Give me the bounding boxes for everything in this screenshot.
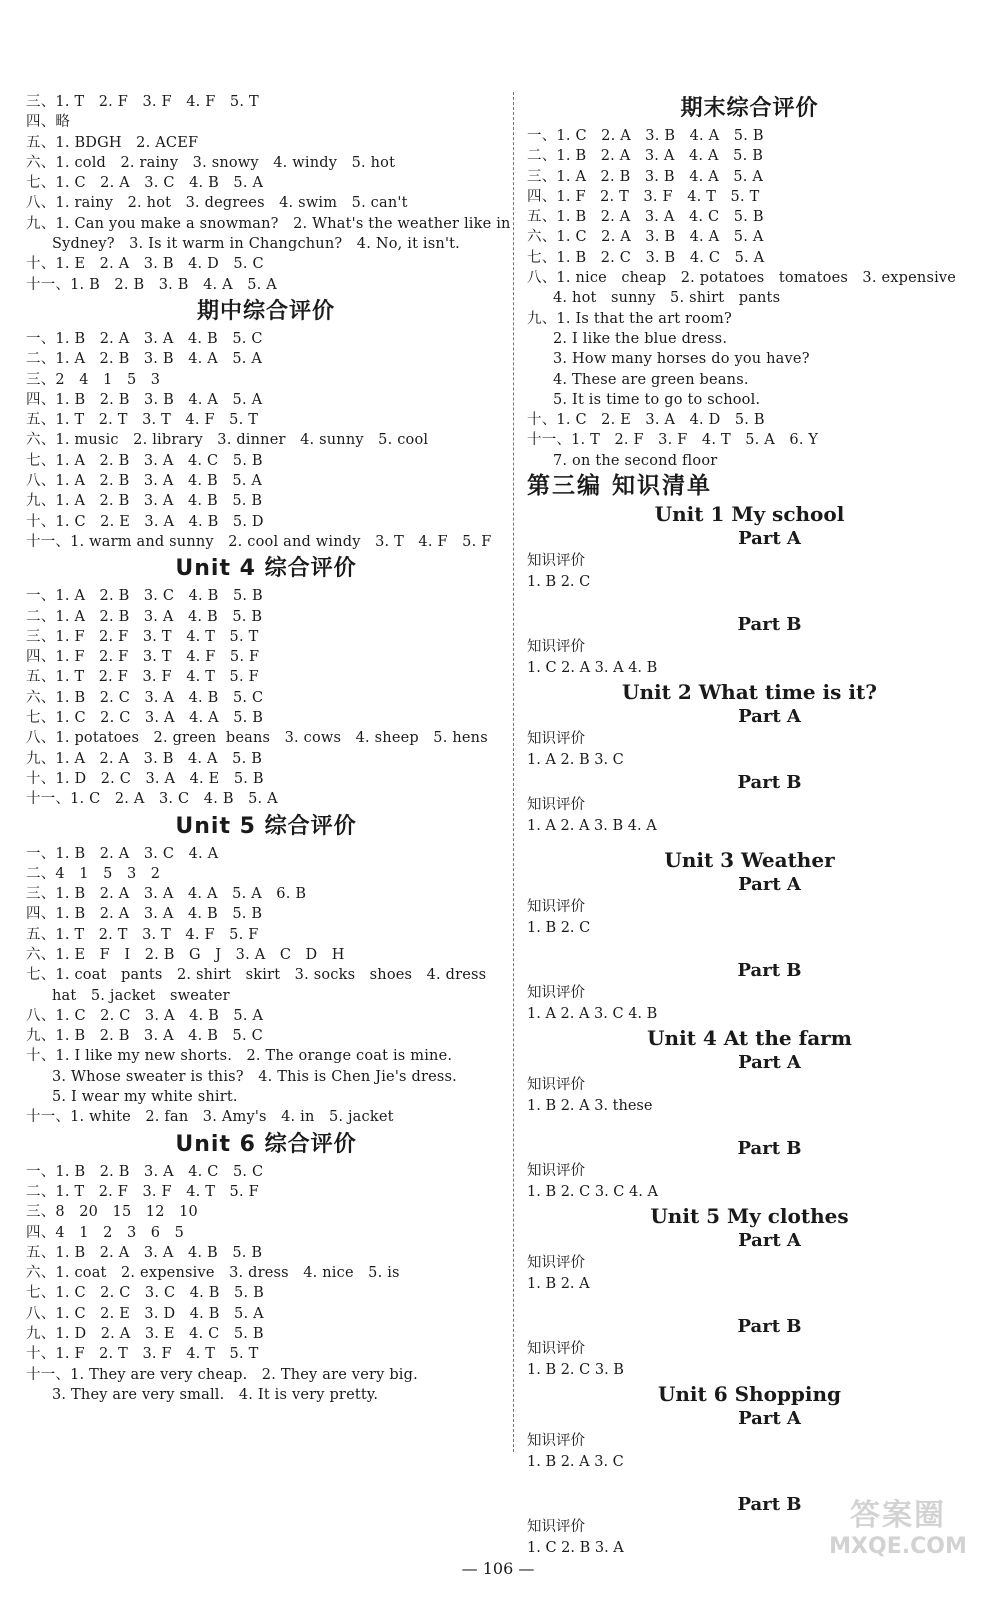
answer-line: 一、1. C 2. A 3. B 4. A 5. B xyxy=(527,128,764,144)
answer-line: 1. C 2. B 3. A xyxy=(527,1540,624,1557)
answer-line: 1. B 2. C xyxy=(527,574,591,591)
knowledge-eval-label: 知识评价 xyxy=(527,731,585,748)
answer-continuation-line: 5. I wear my white shirt. xyxy=(52,1089,238,1106)
answer-line: 八、1. C 2. C 3. A 4. B 5. A xyxy=(26,1007,264,1024)
part-subheading: Part B xyxy=(737,614,802,636)
answer-continuation-line: Sydney? 3. Is it warm in Changchun? 4. No, it isn't. xyxy=(52,236,460,253)
answer-line: 十、1. E 2. A 3. B 4. D 5. C xyxy=(26,256,264,273)
part-subheading: Part A xyxy=(738,1230,801,1252)
answer-line: 三、1. T 2. F 3. F 4. F 5. T xyxy=(26,94,259,110)
answer-line: 二、1. T 2. F 3. F 4. T 5. F xyxy=(26,1183,259,1200)
answer-line: 二、1. A 2. B 3. B 4. A 5. A xyxy=(26,351,263,368)
knowledge-eval-label: 知识评价 xyxy=(527,1163,585,1180)
watermark-text-bottom: MXQE.COM xyxy=(829,1534,967,1559)
answer-line: 十一、1. B 2. B 3. B 4. A 5. A xyxy=(26,276,277,293)
part-subheading: Part B xyxy=(737,1494,802,1516)
answer-line: 1. A 2. A 3. C 4. B xyxy=(527,1006,658,1023)
answer-continuation-line: hat 5. jacket sweater xyxy=(52,987,230,1004)
knowledge-eval-label: 知识评价 xyxy=(527,985,585,1002)
spacer xyxy=(527,1295,972,1315)
answer-line: 九、1. Can you make a snowman? 2. What's the weather like in xyxy=(26,215,511,232)
unit-heading: Unit 5 My clothes xyxy=(650,1204,849,1229)
answer-line: 三、1. A 2. B 3. B 4. A 5. A xyxy=(527,168,764,185)
knowledge-eval-label: 知识评价 xyxy=(527,1433,585,1450)
spacer xyxy=(527,939,972,959)
answer-line: 三、1. F 2. F 3. T 4. T 5. T xyxy=(26,628,259,645)
answer-line: 五、1. B 2. A 3. A 4. C 5. B xyxy=(527,209,764,226)
answer-line: 1. C 2. A 3. A 4. B xyxy=(527,660,658,677)
answer-continuation-line: 3. How many horses do you have? xyxy=(553,351,810,368)
answer-line: 四、4 1 2 3 6 5 xyxy=(26,1224,185,1241)
knowledge-eval-label: 知识评价 xyxy=(527,1519,585,1536)
part-subheading: Part A xyxy=(738,874,801,896)
answer-line: 十一、1. white 2. fan 3. Amy's 4. in 5. jacket xyxy=(26,1109,394,1126)
answer-line: 一、1. B 2. A 3. A 4. B 5. C xyxy=(26,330,263,347)
answer-line: 五、1. B 2. A 3. A 4. B 5. B xyxy=(26,1244,263,1261)
part-subheading: Part B xyxy=(737,772,802,794)
answer-line: 七、1. B 2. C 3. B 4. C 5. A xyxy=(527,249,765,266)
answer-line: 1. B 2. A xyxy=(527,1276,590,1293)
part-subheading: Part B xyxy=(737,1138,802,1160)
part-subheading: Part A xyxy=(738,528,801,550)
part-subheading: Part A xyxy=(738,1052,801,1074)
answer-line: 三、8 20 15 12 10 xyxy=(26,1204,198,1221)
answer-line: 十、1. I like my new shorts. 2. The orange coat is mine. xyxy=(26,1048,453,1065)
answer-line: 二、1. A 2. B 3. A 4. B 5. B xyxy=(26,608,263,625)
answer-line: 四、1. B 2. B 3. B 4. A 5. A xyxy=(26,391,263,408)
spacer xyxy=(527,1117,972,1137)
answer-line: 八、1. potatoes 2. green beans 3. cows 4. sheep 5. hens xyxy=(26,730,488,747)
answer-continuation-line: 7. on the second floor xyxy=(553,452,718,469)
answer-line: 六、1. B 2. C 3. A 4. B 5. C xyxy=(26,689,264,706)
answer-continuation-line: 4. These are green beans. xyxy=(553,371,749,388)
part-subheading: Part A xyxy=(738,706,801,728)
right-answer-column xyxy=(527,92,972,1559)
answer-line: 八、1. C 2. E 3. D 4. B 5. A xyxy=(26,1305,264,1322)
unit-heading: Unit 1 My school xyxy=(654,502,845,527)
unit-heading: Unit 4 At the farm xyxy=(647,1026,852,1051)
knowledge-eval-label: 知识评价 xyxy=(527,1255,585,1272)
answer-line: 1. B 2. A 3. C xyxy=(527,1454,624,1471)
answer-line: 七、1. C 2. C 3. A 4. A 5. B xyxy=(26,710,264,727)
part-subheading: Part B xyxy=(737,1316,802,1338)
answer-line: 九、1. D 2. A 3. E 4. C 5. B xyxy=(26,1326,264,1343)
answer-line: 七、1. A 2. B 3. A 4. C 5. B xyxy=(26,452,263,469)
answer-line: 二、4 1 5 3 2 xyxy=(26,865,161,882)
knowledge-eval-label: 知识评价 xyxy=(527,1077,585,1094)
answer-line: 十一、1. T 2. F 3. F 4. T 5. A 6. Y xyxy=(527,432,819,449)
part-subheading: Part A xyxy=(738,1408,801,1430)
answer-line: 三、1. B 2. A 3. A 4. A 5. A 6. B xyxy=(26,886,307,903)
watermark-logo xyxy=(818,1498,978,1568)
answer-continuation-line: 3. They are very small. 4. It is very pretty. xyxy=(52,1386,379,1403)
answer-continuation-line: 4. hot sunny 5. shirt pants xyxy=(553,290,781,307)
answer-line: 十一、1. C 2. A 3. C 4. B 5. A xyxy=(26,791,278,808)
part-heading: 第三编 知识清单 xyxy=(527,473,713,500)
answer-line: 八、1. A 2. B 3. A 4. B 5. A xyxy=(26,473,263,490)
answer-line: 九、1. B 2. B 3. A 4. B 5. C xyxy=(26,1028,263,1045)
answer-line: 六、1. C 2. A 3. B 4. A 5. A xyxy=(527,229,764,246)
section-heading: Unit 5 综合评价 xyxy=(175,813,357,839)
section-heading: 期中综合评价 xyxy=(196,298,335,324)
answer-continuation-line: 5. It is time to go to school. xyxy=(553,391,761,408)
answer-line: 一、1. B 2. B 3. A 4. C 5. C xyxy=(26,1163,264,1180)
answer-line: 五、1. T 2. F 3. F 4. T 5. F xyxy=(26,669,259,686)
answer-line: 十、1. C 2. E 3. A 4. B 5. D xyxy=(26,513,264,530)
answer-line: 五、1. T 2. T 3. T 4. F 5. T xyxy=(26,412,259,429)
answer-line: 一、1. A 2. B 3. C 4. B 5. B xyxy=(26,588,263,605)
answer-line: 六、1. music 2. library 3. dinner 4. sunny 5. cool xyxy=(26,432,429,449)
answer-line: 一、1. B 2. A 3. C 4. A xyxy=(26,845,219,862)
answer-line: 四、1. F 2. F 3. T 4. F 5. F xyxy=(26,649,260,666)
knowledge-eval-label: 知识评价 xyxy=(527,639,585,656)
unit-heading: Unit 3 Weather xyxy=(664,848,835,873)
answer-line: 四、略 xyxy=(26,114,71,131)
page-number: — 106 — xyxy=(461,1559,535,1578)
answer-line: 七、1. C 2. A 3. C 4. B 5. A xyxy=(26,175,264,192)
spacer xyxy=(527,593,972,613)
answer-line: 1. B 2. C 3. C 4. A xyxy=(527,1184,658,1201)
answer-line: 九、1. A 2. A 3. B 4. A 5. B xyxy=(26,750,263,767)
answer-line: 十、1. F 2. T 3. F 4. T 5. T xyxy=(26,1346,259,1363)
spacer xyxy=(527,1473,972,1493)
answer-line: 五、1. T 2. T 3. T 4. F 5. F xyxy=(26,926,259,943)
answer-line: 九、1. A 2. B 3. A 4. B 5. B xyxy=(26,493,263,510)
answer-line: 七、1. C 2. C 3. C 4. B 5. B xyxy=(26,1285,264,1302)
answer-line: 十一、1. They are very cheap. 2. They are very big. xyxy=(26,1366,418,1383)
answer-line: 十、1. C 2. E 3. A 4. D 5. B xyxy=(527,412,765,429)
knowledge-eval-label: 知识评价 xyxy=(527,1341,585,1358)
answer-line: 八、1. nice cheap 2. potatoes tomatoes 3. expensive xyxy=(527,270,957,287)
left-answer-column xyxy=(26,92,511,1405)
answer-line: 四、1. B 2. A 3. A 4. B 5. B xyxy=(26,906,263,923)
section-heading: 期末综合评价 xyxy=(680,96,819,121)
unit-heading: Unit 6 Shopping xyxy=(657,1382,842,1407)
answer-line: 三、2 4 1 5 3 xyxy=(26,371,161,388)
answer-line: 1. B 2. A 3. these xyxy=(527,1098,653,1115)
answer-line: 五、1. BDGH 2. ACEF xyxy=(26,134,199,151)
answer-line: 六、1. coat 2. expensive 3. dress 4. nice 5. is xyxy=(26,1265,400,1282)
answer-line: 十一、1. warm and sunny 2. cool and windy 3. T 4. F 5. F xyxy=(26,533,492,550)
knowledge-eval-label: 知识评价 xyxy=(527,797,585,814)
answer-line: 1. A 2. A 3. B 4. A xyxy=(527,818,657,835)
section-heading: Unit 6 综合评价 xyxy=(175,1131,357,1157)
answer-line: 七、1. coat pants 2. shirt skirt 3. socks shoes 4. dress xyxy=(26,967,487,984)
knowledge-eval-label: 知识评价 xyxy=(527,899,585,916)
section-heading: Unit 4 综合评价 xyxy=(175,556,357,582)
answer-line: 1. A 2. B 3. C xyxy=(527,752,624,769)
part-subheading: Part B xyxy=(737,960,802,982)
answer-line: 九、1. Is that the art room? xyxy=(527,310,732,327)
answer-line: 六、1. cold 2. rainy 3. snowy 4. windy 5. hot xyxy=(26,154,396,171)
answer-continuation-line: 2. I like the blue dress. xyxy=(553,330,728,347)
answer-continuation-line: 3. Whose sweater is this? 4. This is Chen Jie's dress. xyxy=(52,1068,457,1085)
unit-heading: Unit 2 What time is it? xyxy=(622,680,877,705)
answer-line: 1. B 2. C 3. B xyxy=(527,1362,624,1379)
answer-line: 二、1. B 2. A 3. A 4. A 5. B xyxy=(527,148,764,165)
answer-line: 四、1. F 2. T 3. F 4. T 5. T xyxy=(527,188,760,205)
column-divider xyxy=(513,92,514,1452)
answer-line: 六、1. E F I 2. B G J 3. A C D H xyxy=(26,946,345,963)
answer-line: 十、1. D 2. C 3. A 4. E 5. B xyxy=(26,770,264,787)
answer-line: 八、1. rainy 2. hot 3. degrees 4. swim 5. can't xyxy=(26,195,408,212)
knowledge-eval-label: 知识评价 xyxy=(527,553,585,570)
spacer xyxy=(527,837,972,847)
watermark-text-top: 答案圈 xyxy=(850,1498,946,1533)
answer-line: 1. B 2. C xyxy=(527,920,591,937)
